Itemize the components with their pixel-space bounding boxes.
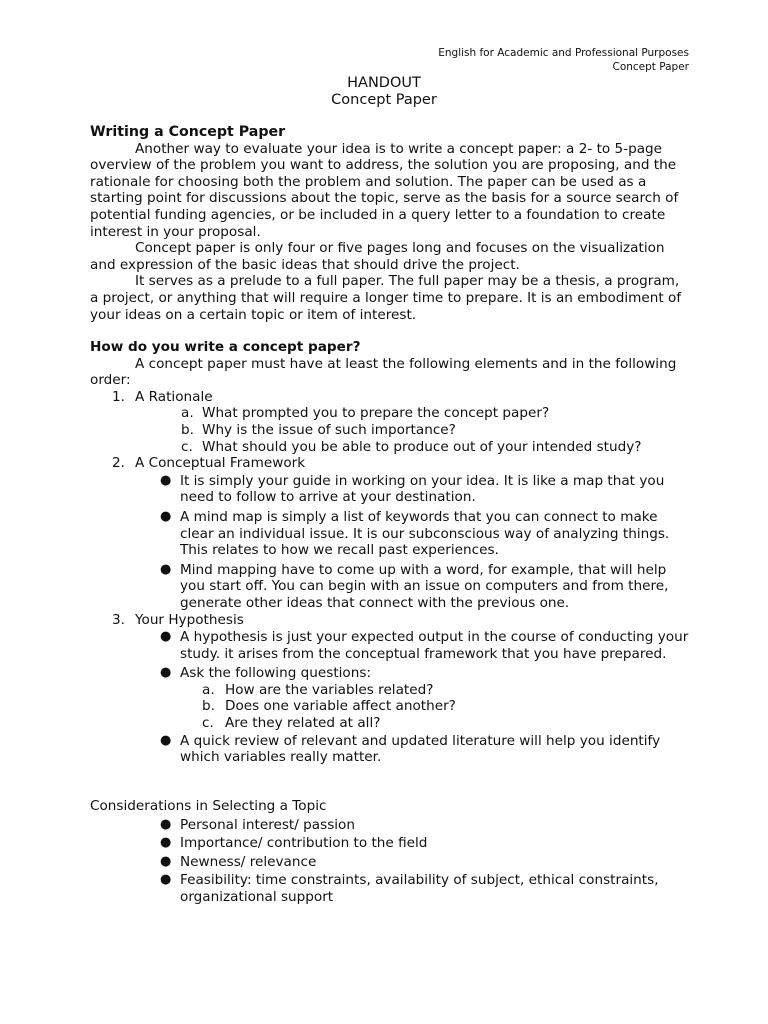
sub-text: Why is the issue of such importance? bbox=[202, 421, 456, 438]
bullet-icon: ● bbox=[160, 853, 172, 869]
bullet-icon: ● bbox=[160, 732, 172, 748]
list-label: A Conceptual Framework bbox=[135, 455, 306, 472]
bullet-item bbox=[90, 665, 690, 682]
bullet-icon: ● bbox=[160, 629, 172, 645]
bullet-icon: ● bbox=[160, 835, 172, 851]
bullet-icon: ● bbox=[160, 665, 172, 681]
bullet-item bbox=[90, 629, 690, 662]
question-item bbox=[90, 698, 690, 715]
bullet-item bbox=[90, 835, 690, 852]
sub-letter: c. bbox=[181, 438, 193, 455]
bullet-item bbox=[90, 854, 690, 871]
bullet-text: Importance/ contribution to the field bbox=[180, 835, 428, 852]
bullet-text: A hypothesis is just your expected output in the course of conducting your study. it arises from the conceptual framework that you have prepared. bbox=[180, 629, 689, 662]
bullet-icon: ● bbox=[160, 561, 172, 577]
sub-item bbox=[90, 422, 690, 439]
section-heading: Considerations in Selecting a Topic bbox=[90, 798, 327, 814]
bullet-text: Mind mapping have to come up with a word, for example, that will help you start off. You can begin with an issue on computers and from there, generate other ideas that connect with the previous one. bbox=[180, 561, 669, 611]
question-text: Does one variable affect another? bbox=[225, 698, 456, 715]
bullet-icon: ● bbox=[160, 872, 172, 888]
bullet-text: It is simply your guide in working on your idea. It is like a map that you need to follow to arrive at your destination. bbox=[180, 472, 665, 506]
question-item bbox=[90, 682, 690, 699]
sub-letter: a. bbox=[181, 405, 194, 422]
list-number: 3. bbox=[112, 611, 125, 628]
question-text: Are they related at all? bbox=[225, 715, 381, 732]
bullet-item bbox=[90, 562, 690, 612]
list-item bbox=[90, 455, 690, 472]
list-item bbox=[90, 389, 690, 406]
bullet-item bbox=[90, 473, 690, 506]
list-label: Your Hypothesis bbox=[135, 611, 244, 628]
paragraph: Another way to evaluate your idea is to write a concept paper: a 2- to 5-page overview of the problem you want to address, the solution you are proposing, and the rationale for choosing both the problem and solution. The paper can be used as a starting point for discussions about the topic, serve as the basis for a source search of potential funding agencies, or be included in a query letter to a foundation to create interest in your proposal. bbox=[90, 140, 679, 240]
bullet-text: A mind map is simply a list of keywords that you can connect to make clear an individual issue. It is our subconscious way of analyzing things. This relates to how we recall past experiences. bbox=[180, 508, 670, 559]
paragraph: It serves as a prelude to a full paper. The full paper may be a thesis, a program, a project, or anything that will require a longer time to prepare. It is an embodiment of your ideas on a certain topic or item of interest. bbox=[90, 273, 682, 323]
bullet-item bbox=[90, 733, 690, 766]
paragraph: Concept paper is only four or five pages long and focuses on the visualization and expression of the basic ideas that should drive the project. bbox=[90, 240, 665, 273]
bullet-item bbox=[90, 817, 690, 834]
sub-text: What should you be able to produce out of your intended study? bbox=[202, 438, 642, 455]
question-letter: b. bbox=[202, 698, 215, 715]
bullet-text: A quick review of relevant and updated literature will help you identify which variables really matter. bbox=[180, 732, 661, 766]
title-handout: HANDOUT bbox=[347, 75, 421, 91]
section-selecting-topic bbox=[90, 798, 690, 906]
bullet-icon: ● bbox=[160, 472, 172, 488]
section-heading: Writing a Concept Paper bbox=[90, 124, 286, 140]
bullet-item bbox=[90, 509, 690, 559]
bullet-icon: ● bbox=[160, 816, 172, 832]
document-title bbox=[0, 75, 768, 109]
question-text: How are the variables related? bbox=[225, 681, 434, 698]
section-heading: How do you write a concept paper? bbox=[90, 339, 361, 355]
list-label: A Rationale bbox=[135, 388, 213, 405]
header-topic: Concept Paper bbox=[612, 61, 689, 73]
title-concept-paper: Concept Paper bbox=[331, 92, 437, 108]
section-writing-concept-paper bbox=[90, 124, 690, 323]
question-letter: a. bbox=[202, 681, 215, 698]
bullet-text: Ask the following questions: bbox=[180, 665, 372, 682]
sub-item bbox=[90, 405, 690, 422]
bullet-text: Newness/ relevance bbox=[180, 853, 317, 870]
paragraph: A concept paper must have at least the following elements and in the following order: bbox=[90, 355, 677, 389]
bullet-item bbox=[90, 872, 690, 905]
bullet-text: Feasibility: time constraints, availability of subject, ethical constraints, organizational support bbox=[180, 872, 659, 905]
sub-letter: b. bbox=[181, 421, 194, 438]
list-number: 2. bbox=[112, 455, 125, 472]
sub-item bbox=[90, 439, 690, 456]
bullet-icon: ● bbox=[160, 508, 172, 524]
header-course: English for Academic and Professional Purposes bbox=[438, 47, 689, 59]
section-how-to-write bbox=[90, 339, 690, 766]
list-number: 1. bbox=[112, 388, 125, 405]
bullet-text: Personal interest/ passion bbox=[180, 816, 355, 833]
question-item bbox=[90, 715, 690, 732]
sub-text: What prompted you to prepare the concept paper? bbox=[202, 405, 550, 422]
running-header bbox=[438, 46, 689, 74]
list-item bbox=[90, 612, 690, 629]
question-letter: c. bbox=[202, 715, 214, 732]
